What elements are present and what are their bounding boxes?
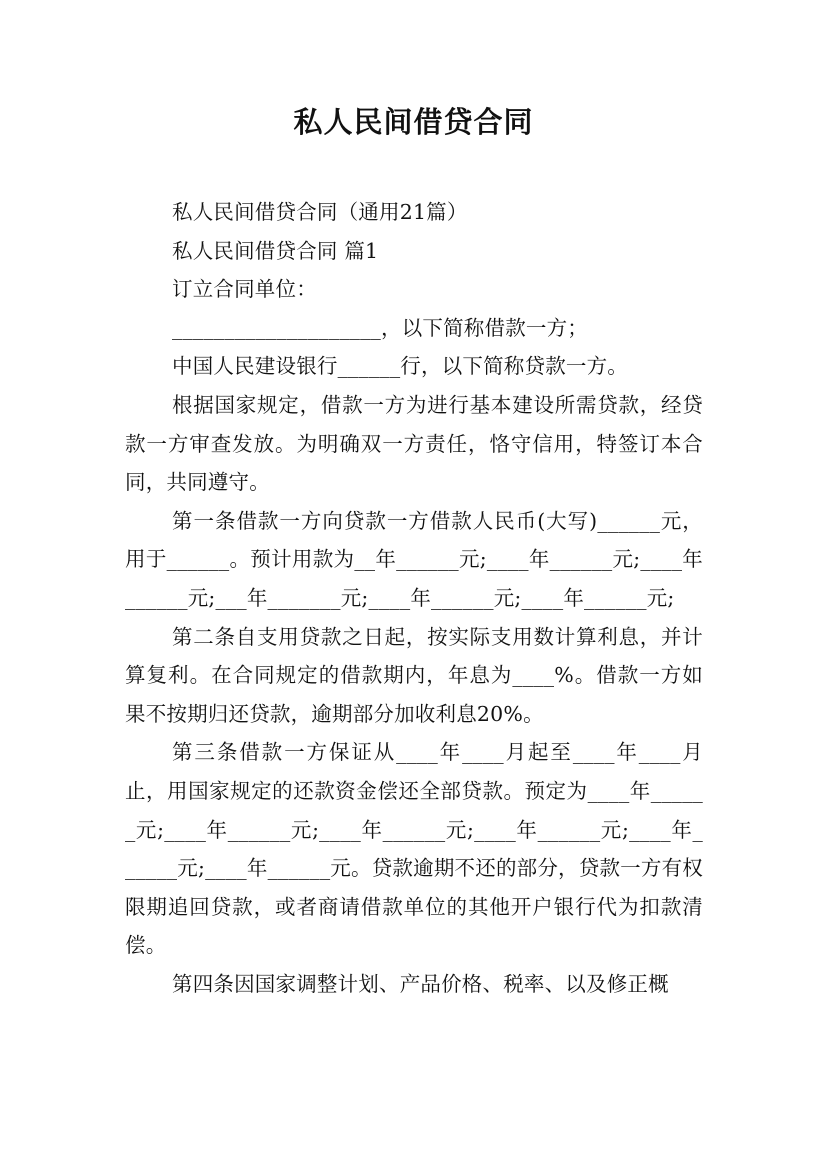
paragraph-borrower-blank: ____________________，以下简称借款一方； — [172, 315, 588, 340]
document-body — [125, 193, 703, 1003]
paragraph-article-2: 第二条自支用贷款之日起，按实际支用数计算利息，并计算复利。在合同规定的借款期内，年息为____%。借款一方如果不按期归还贷款，逾期部分加收利息20%。 — [125, 624, 703, 726]
paragraph-section-heading: 私人民间借贷合同 篇1 — [172, 238, 379, 263]
paragraph-article-4: 第四条因国家调整计划、产品价格、税率、以及修正概 — [172, 971, 669, 996]
paragraph-parties-label: 订立合同单位： — [172, 277, 317, 302]
paragraph-article-1: 第一条借款一方向贷款一方借款人民币(大写)______元，用于______。预计用款为__年______元;____年______元;____年______元;___年_______元;____年______元;____年______元; — [125, 508, 703, 610]
paragraph-article-3: 第三条借款一方保证从____年____月起至____年____月止，用国家规定的还款资金偿还全部贷款。预定为____年______元;____年______元;____年______元;____年______元;____年______元;____年______元。贷款逾期不还的部分，贷款一方有权限期追回贷款，或者商请借款单位的其他开户银行代为扣款清偿。 — [125, 740, 703, 958]
document-title: 私人民间借贷合同 — [293, 105, 534, 139]
paragraph-subtitle: 私人民间借贷合同（通用21篇） — [172, 200, 468, 224]
paragraph-preamble: 根据国家规定，借款一方为进行基本建设所需贷款，经贷款一方审查发放。为明确双一方责任，恪守信用，特签订本合同，共同遵守。 — [125, 392, 703, 495]
paragraph-lender: 中国人民建设银行______行，以下简称贷款一方。 — [172, 354, 628, 379]
